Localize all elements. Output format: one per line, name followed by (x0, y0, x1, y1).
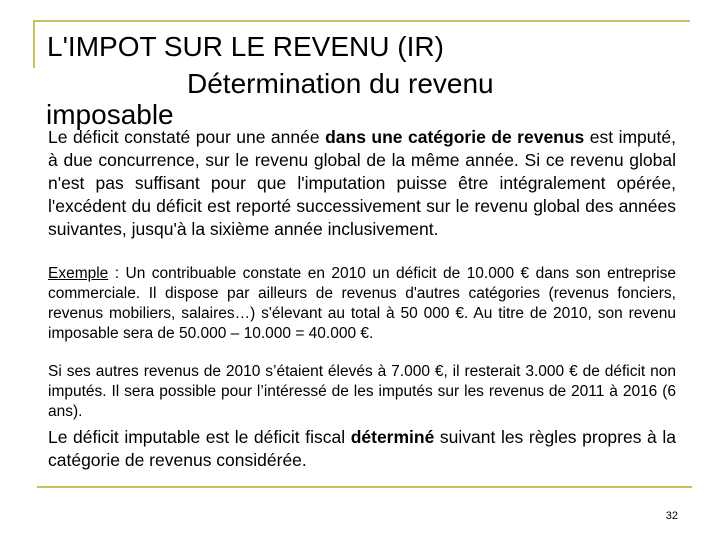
paragraph-deficit-determination (48, 426, 676, 472)
paragraph-carry-forward: Si ses autres revenus de 2010 s’étaient élevés à 7.000 €, il resterait 3.000 € de déficit non imputés. Il sera possible pour l’intéressé de les imputés sur les revenus de 2011 à 2016 (6 ans). (48, 363, 676, 420)
paragraph1-bold: dans une catégorie de revenus (325, 127, 585, 147)
paragraph1-text-a: Le déficit constaté pour une année (48, 127, 326, 147)
paragraph4-text-a: Le déficit imputable est le déficit fiscal (48, 427, 351, 447)
accent-bar-vertical (33, 20, 35, 68)
paragraph-example (48, 264, 676, 344)
page-number: 32 (665, 510, 678, 522)
paragraph1-text-b: est imputé, à due concurrence, sur le revenu global de la même année. Si ce revenu global n'est pas suffisant pour que l'imputation puisse être intégralement opérée, l'excédent du déficit est reporté successivement sur le revenu global des années suivantes, jusqu'à la sixième année inclusivement. (48, 127, 676, 239)
paragraph-deficit-rule (48, 126, 676, 241)
accent-bar-bottom (37, 486, 692, 488)
example-label: Exemple (48, 265, 109, 282)
slide-title-line1: L'IMPOT SUR LE REVENU (IR) (47, 31, 444, 62)
slide-title-line2: Détermination du revenu (187, 68, 494, 99)
paragraph4-text-b: suivant les règles propres à la catégorie de revenus considérée. (48, 427, 676, 470)
paragraph4-bold: déterminé (350, 427, 435, 447)
slide-title-line3: imposable (46, 99, 174, 130)
example-text: : Un contribuable constate en 2010 un déficit de 10.000 € dans son entreprise commerciale. Il dispose par ailleurs de revenus d'autres catégories (revenus fonciers, revenus mobiliers, salaires…) s'élevant au total à 50 000 €. Au titre de 2010, son revenu imposable sera de 50.000 – 10.000 = 40.000 €. (48, 265, 676, 342)
accent-bar-top (33, 20, 690, 22)
